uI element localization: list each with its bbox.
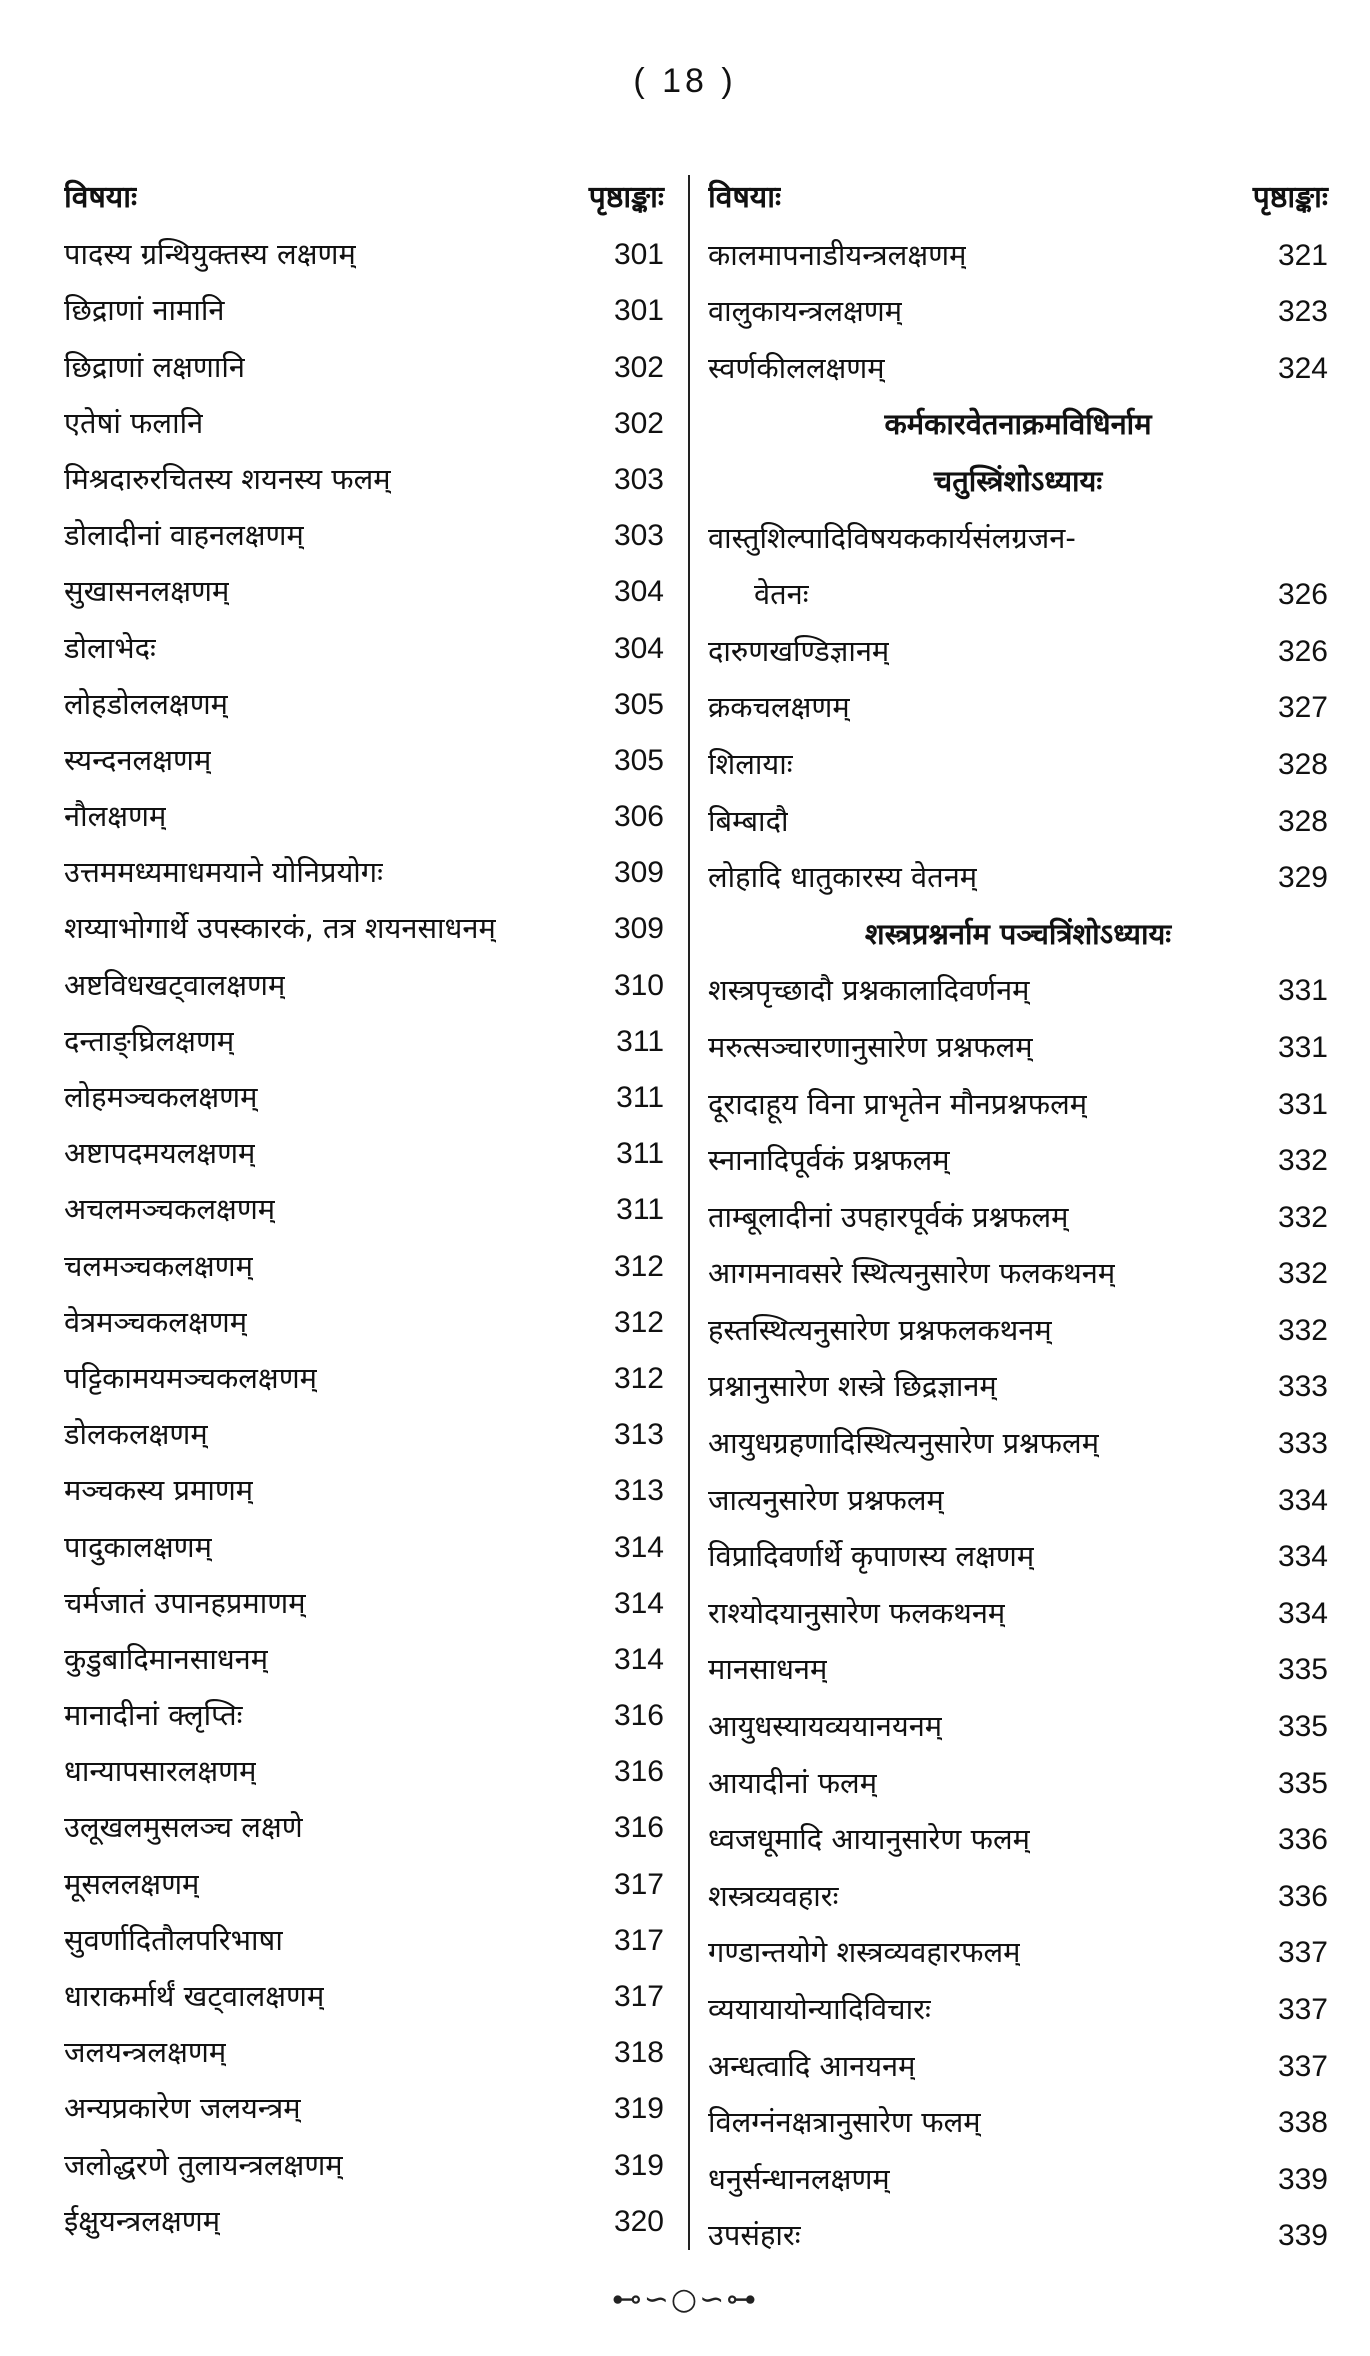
entry-title: ताम्बूलादीनां उपहारपूर्वकं प्रश्नफलम् bbox=[708, 1199, 1069, 1234]
toc-entry bbox=[64, 1575, 664, 1631]
entry-title: मिश्रदारुरचितस्य शयनस्य फलम् bbox=[64, 461, 391, 496]
entry-title: शिलायाः bbox=[708, 746, 793, 781]
toc-entry bbox=[64, 339, 664, 395]
entry-page: 333 bbox=[1277, 1427, 1328, 1461]
entry-title: मरुत्सञ्चारणानुसारेण प्रश्नफलम् bbox=[708, 1029, 1033, 1064]
entry-title: प्रश्नानुसारेण शस्त्रे छिद्रज्ञानम् bbox=[708, 1369, 997, 1404]
entry-page: 314 bbox=[613, 1642, 664, 1676]
entry-title: वेतनः bbox=[754, 577, 809, 612]
entry-page: 311 bbox=[616, 1137, 664, 1171]
entry-page: 337 bbox=[1277, 1993, 1328, 2026]
right-column bbox=[708, 170, 1328, 2264]
entry-page: 305 bbox=[613, 743, 664, 777]
entry-page: 301 bbox=[613, 238, 664, 272]
entry-title: हस्तस्थित्यनुसारेण प्रश्नफलकथनम् bbox=[708, 1312, 1052, 1347]
entry-title: छिद्राणां लक्षणानि bbox=[64, 349, 245, 384]
toc-entry bbox=[64, 1294, 664, 1350]
toc-entry bbox=[64, 1125, 664, 1181]
entry-title: स्नानादिपूर्वकं प्रश्नफलम् bbox=[708, 1143, 950, 1178]
entry-title: चर्मजातं उपानहप्रमाणम् bbox=[64, 1585, 306, 1620]
entry-title: स्यन्दनलक्षणम् bbox=[64, 742, 212, 777]
toc-entry bbox=[64, 1799, 664, 1855]
entry-page: 303 bbox=[613, 519, 664, 553]
entry-page: 334 bbox=[1277, 1540, 1328, 1574]
entry-title: दारुणखण्डिज्ञानम् bbox=[708, 633, 890, 668]
footer-ornament: ⊷∽○∽⊶ bbox=[611, 2282, 759, 2317]
entry-title: वास्तुशिल्पादिविषयककार्यसंलग्रजन- bbox=[708, 520, 1076, 555]
toc-entry bbox=[708, 679, 1328, 736]
entry-page: 333 bbox=[1277, 1370, 1328, 1404]
toc-entry bbox=[64, 282, 664, 338]
toc-entry bbox=[64, 900, 664, 956]
entry-page: 331 bbox=[1277, 974, 1328, 1008]
entry-page: 320 bbox=[613, 2204, 664, 2238]
entry-page: 338 bbox=[1277, 2106, 1328, 2140]
entry-title: छिद्राणां नामानि bbox=[64, 293, 225, 328]
entry-page: 317 bbox=[613, 1923, 664, 1957]
toc-entry bbox=[708, 1755, 1328, 1812]
entry-page: 321 bbox=[1277, 238, 1328, 272]
entry-title: मूसललक्षणम् bbox=[64, 1866, 200, 1901]
toc-entry bbox=[708, 2094, 1328, 2151]
entry-page: 329 bbox=[1277, 861, 1328, 895]
toc-entry bbox=[708, 1698, 1328, 1755]
entry-title: सुवर्णादितौलपरिभाषा bbox=[64, 1922, 283, 1957]
entry-page: 302 bbox=[613, 350, 664, 384]
entry-title: गण्डान्तयोगे शस्त्रव्यवहारफलम् bbox=[708, 1935, 1021, 1970]
toc-entry bbox=[64, 1631, 664, 1687]
toc-entry bbox=[708, 340, 1328, 397]
toc-entry bbox=[708, 283, 1328, 340]
entry-page: 335 bbox=[1277, 1653, 1328, 1687]
toc-entry bbox=[64, 2024, 664, 2080]
entry-title: डोलकलक्षणम् bbox=[64, 1417, 208, 1452]
toc-entry bbox=[64, 1238, 664, 1294]
entry-title: डोलाभेदः bbox=[64, 630, 156, 665]
entry-page: 314 bbox=[613, 1530, 664, 1564]
toc-entry bbox=[64, 2193, 664, 2249]
chapter-heading: चतुस्त्रिंशोऽध्यायः bbox=[933, 463, 1103, 498]
toc-entry bbox=[708, 2207, 1328, 2264]
entry-page: 337 bbox=[1277, 2049, 1328, 2083]
entry-title: विलग्नंनक्षत्रानुसारेण फलम् bbox=[708, 2105, 981, 2140]
entry-title: अचलमञ्चकलक्षणम् bbox=[64, 1192, 276, 1227]
toc-entry bbox=[708, 2151, 1328, 2208]
entry-page: 310 bbox=[613, 968, 664, 1002]
toc-entry bbox=[64, 620, 664, 676]
toc-entry bbox=[708, 1981, 1328, 2038]
toc-entry bbox=[64, 1743, 664, 1799]
toc-entry bbox=[708, 2038, 1328, 2095]
entry-title: मानसाधनम् bbox=[708, 1652, 828, 1687]
entry-page: 323 bbox=[1277, 295, 1328, 329]
entry-title: लोहडोललक्षणम् bbox=[64, 686, 229, 721]
toc-entry bbox=[708, 1019, 1328, 1076]
entry-title: मानादीनां क्लृप्तिः bbox=[64, 1698, 243, 1733]
toc-entry bbox=[64, 788, 664, 844]
toc-entry bbox=[708, 1132, 1328, 1189]
entry-page: 332 bbox=[1277, 1257, 1328, 1291]
left-column bbox=[64, 170, 664, 2249]
entry-page: 326 bbox=[1277, 578, 1328, 612]
toc-entry bbox=[64, 1181, 664, 1237]
toc-entry bbox=[708, 1076, 1328, 1133]
toc-entry bbox=[708, 1358, 1328, 1415]
toc-entry bbox=[64, 451, 664, 507]
entry-title: व्ययायायोन्यादिविचारः bbox=[708, 1992, 931, 2026]
toc-entry bbox=[64, 1069, 664, 1125]
entry-page: 318 bbox=[613, 2036, 664, 2070]
entry-page: 304 bbox=[613, 575, 664, 609]
entry-title: आयुधग्रहणादिस्थित्यनुसारेण प्रश्नफलम् bbox=[708, 1426, 1100, 1461]
entry-title: पादस्य ग्रन्थियुक्तस्य लक्षणम् bbox=[64, 237, 356, 272]
entry-page: 331 bbox=[1277, 1030, 1328, 1064]
entry-page: 339 bbox=[1277, 2162, 1328, 2196]
entry-page: 326 bbox=[1277, 634, 1328, 668]
entry-page: 319 bbox=[613, 2148, 664, 2182]
column-divider bbox=[688, 175, 690, 2250]
toc-entry bbox=[708, 227, 1328, 284]
entry-title: लोहादि धातुकारस्य वेतनम् bbox=[708, 860, 978, 895]
toc-entry bbox=[64, 395, 664, 451]
page-header: पृष्ठाङ्काः bbox=[588, 181, 664, 214]
entry-page: 316 bbox=[613, 1699, 664, 1733]
entry-title: दन्ताङ्घ्रिलक्षणम् bbox=[64, 1023, 235, 1058]
entry-title: आयादीनां फलम् bbox=[708, 1765, 878, 1800]
entry-page: 305 bbox=[613, 687, 664, 721]
toc-entry bbox=[708, 1245, 1328, 1302]
entry-page: 332 bbox=[1277, 1313, 1328, 1347]
entry-page: 312 bbox=[613, 1249, 664, 1283]
toc-entry bbox=[708, 1811, 1328, 1868]
entry-title: उलूखलमुसलञ्च लक्षणे bbox=[64, 1810, 303, 1845]
entry-title: जलोद्धरणे तुलायन्त्रलक्षणम् bbox=[64, 2147, 343, 2182]
entry-title: धाराकर्मार्थं खट्वालक्षणम् bbox=[64, 1979, 325, 2013]
toc-entry bbox=[708, 962, 1328, 1019]
toc-entry bbox=[64, 1406, 664, 1462]
toc-entry bbox=[708, 1641, 1328, 1698]
toc-entry bbox=[708, 1302, 1328, 1359]
entry-page: 301 bbox=[613, 294, 664, 328]
entry-page: 316 bbox=[613, 1755, 664, 1789]
entry-page: 313 bbox=[613, 1474, 664, 1508]
entry-title: उपसंहारः bbox=[708, 2218, 801, 2253]
entry-title: दूरादाहूय विना प्राभृतेन मौनप्रश्नफलम् bbox=[708, 1086, 1088, 1121]
entry-title: अष्टविधखट्वालक्षणम् bbox=[64, 967, 286, 1002]
toc-entry bbox=[708, 1528, 1328, 1585]
toc-entry bbox=[64, 844, 664, 900]
toc-entry bbox=[64, 1856, 664, 1912]
entry-page: 313 bbox=[613, 1418, 664, 1452]
entry-title: मञ्चकस्य प्रमाणम् bbox=[64, 1473, 254, 1508]
toc-entry bbox=[64, 957, 664, 1013]
toc-entry bbox=[708, 1585, 1328, 1642]
toc-entry bbox=[708, 736, 1328, 793]
entry-title: ध्वजधूमादि आयानुसारेण फलम् bbox=[708, 1822, 1030, 1857]
page-header: पृष्ठाङ्काः bbox=[1252, 181, 1328, 214]
left-header bbox=[64, 170, 664, 226]
entry-page: 332 bbox=[1277, 1144, 1328, 1178]
entry-title: अन्धत्वादि आनयनम् bbox=[708, 2048, 916, 2083]
toc-entry bbox=[64, 226, 664, 282]
right-header bbox=[708, 170, 1328, 227]
toc-entry bbox=[708, 849, 1328, 906]
entry-title: बिम्बादौ bbox=[708, 803, 789, 838]
entry-page: 328 bbox=[1277, 747, 1328, 781]
entry-title: स्वर्णकीललक्षणम् bbox=[708, 350, 885, 385]
entry-page: 335 bbox=[1277, 1766, 1328, 1800]
entry-title: चलमञ्चकलक्षणम् bbox=[64, 1248, 253, 1283]
entry-title: राश्योदयानुसारेण फलकथनम् bbox=[708, 1595, 1006, 1630]
entry-page: 314 bbox=[613, 1586, 664, 1620]
entry-page: 336 bbox=[1277, 1879, 1328, 1913]
entry-title: सुखासनलक्षणम् bbox=[64, 574, 230, 609]
toc-entry bbox=[708, 1868, 1328, 1925]
entry-page: 332 bbox=[1277, 1200, 1328, 1234]
toc-entry bbox=[64, 1912, 664, 1968]
entry-title: ईक्षुयन्त्रलक्षणम् bbox=[64, 2203, 221, 2238]
toc-entry bbox=[64, 507, 664, 563]
entry-page: 311 bbox=[616, 1081, 664, 1114]
toc-entry bbox=[64, 676, 664, 732]
entry-title: जात्यनुसारेण प्रश्नफलम् bbox=[708, 1482, 944, 1517]
entry-page: 324 bbox=[1277, 351, 1328, 385]
entry-page: 303 bbox=[613, 462, 664, 496]
entry-page: 309 bbox=[613, 912, 664, 946]
entry-title: पट्टिकामयमञ्चकलक्षणम् bbox=[64, 1360, 318, 1395]
toc-entry bbox=[708, 623, 1328, 680]
toc-entry bbox=[64, 1013, 664, 1069]
toc-entry bbox=[64, 1462, 664, 1518]
entry-title: धान्यापसारलक्षणम् bbox=[64, 1754, 257, 1789]
chapter-heading: कर्मकारवेतनाक्रमविधिर्नाम bbox=[884, 407, 1152, 442]
entry-title: अष्टापदमयलक्षणम् bbox=[64, 1136, 256, 1171]
entry-title: वालुकायन्त्रलक्षणम् bbox=[708, 294, 903, 329]
entry-page: 317 bbox=[613, 1980, 664, 2013]
toc-entry bbox=[708, 1189, 1328, 1246]
toc-entry bbox=[64, 563, 664, 619]
subject-header: विषयाः bbox=[64, 180, 138, 215]
entry-title: शस्त्रव्यवहारः bbox=[708, 1878, 839, 1913]
toc-entry bbox=[64, 1687, 664, 1743]
entry-page: 339 bbox=[1277, 2219, 1328, 2253]
entry-title: विप्रादिवर्णार्थे कृपाणस्य लक्षणम् bbox=[708, 1539, 1035, 1574]
toc-entry bbox=[708, 566, 1328, 623]
toc-entry bbox=[708, 1924, 1328, 1981]
entry-page: 316 bbox=[613, 1811, 664, 1845]
entry-title: कुडुबादिमानसाधनम् bbox=[64, 1641, 269, 1676]
toc-entry bbox=[64, 2137, 664, 2193]
entry-title: एतेषां फलानि bbox=[64, 405, 204, 440]
entry-page: 311 bbox=[616, 1193, 664, 1227]
entry-title: अन्यप्रकारेण जलयन्त्रम् bbox=[64, 2091, 301, 2126]
entry-title: आयुधस्यायव्ययानयनम् bbox=[708, 1709, 943, 1744]
entry-title: शस्त्रपृच्छादौ प्रश्नकालादिवर्णनम् bbox=[708, 973, 1030, 1008]
entry-title: लोहमञ्चकलक्षणम् bbox=[64, 1080, 258, 1114]
toc-entry bbox=[708, 1415, 1328, 1472]
entry-page: 304 bbox=[613, 631, 664, 665]
toc-entry bbox=[64, 2080, 664, 2136]
entry-page: 312 bbox=[613, 1361, 664, 1395]
entry-title: शय्याभोगार्थे उपस्कारकं, तत्र शयनसाधनम् bbox=[64, 911, 496, 946]
entry-page: 312 bbox=[613, 1305, 664, 1339]
entry-title: उत्तममध्यमाधमयाने योनिप्रयोगः bbox=[64, 855, 383, 890]
entry-page: 311 bbox=[616, 1024, 664, 1058]
entry-title: वेत्रमञ्चकलक्षणम् bbox=[64, 1304, 248, 1339]
toc-entry bbox=[708, 793, 1328, 850]
toc-entry bbox=[64, 1519, 664, 1575]
entry-page: 334 bbox=[1277, 1483, 1328, 1517]
entry-title: जलयन्त्रलक्षणम् bbox=[64, 2035, 227, 2070]
entry-page: 337 bbox=[1277, 1936, 1328, 1970]
entry-page: 335 bbox=[1277, 1710, 1328, 1744]
entry-page: 309 bbox=[613, 856, 664, 890]
entry-title: नौलक्षणम् bbox=[64, 799, 167, 834]
entry-title: आगमनावसरे स्थित्यनुसारेण फलकथनम् bbox=[708, 1256, 1116, 1291]
entry-page: 317 bbox=[613, 1867, 664, 1901]
entry-page: 327 bbox=[1277, 691, 1328, 725]
entry-title: क्रकचलक्षणम् bbox=[708, 690, 850, 725]
entry-title: कालमापनाडीयन्त्रलक्षणम् bbox=[708, 237, 967, 272]
entry-page: 319 bbox=[613, 2092, 664, 2126]
toc-entry bbox=[64, 732, 664, 788]
entry-title: डोलादीनां वाहनलक्षणम् bbox=[64, 518, 304, 553]
subject-header: विषयाः bbox=[708, 180, 782, 215]
toc-entry bbox=[708, 1472, 1328, 1529]
entry-page: 302 bbox=[613, 406, 664, 440]
chapter-heading: शस्त्रप्रश्नर्नाम पञ्चत्रिंशोऽध्यायः bbox=[864, 916, 1172, 951]
entry-page: 331 bbox=[1277, 1087, 1328, 1121]
toc-entry bbox=[708, 510, 1328, 567]
entry-title: पादुकालक्षणम् bbox=[64, 1529, 212, 1564]
toc-entry bbox=[64, 1350, 664, 1406]
page-number: ( 18 ) bbox=[633, 62, 737, 100]
entry-page: 334 bbox=[1277, 1596, 1328, 1630]
toc-entry bbox=[64, 1968, 664, 2024]
entry-page: 306 bbox=[613, 800, 664, 834]
entry-title: धनुर्सन्धानलक्षणम् bbox=[708, 2161, 890, 2196]
entry-page: 328 bbox=[1277, 804, 1328, 838]
entry-page: 336 bbox=[1277, 1823, 1328, 1857]
